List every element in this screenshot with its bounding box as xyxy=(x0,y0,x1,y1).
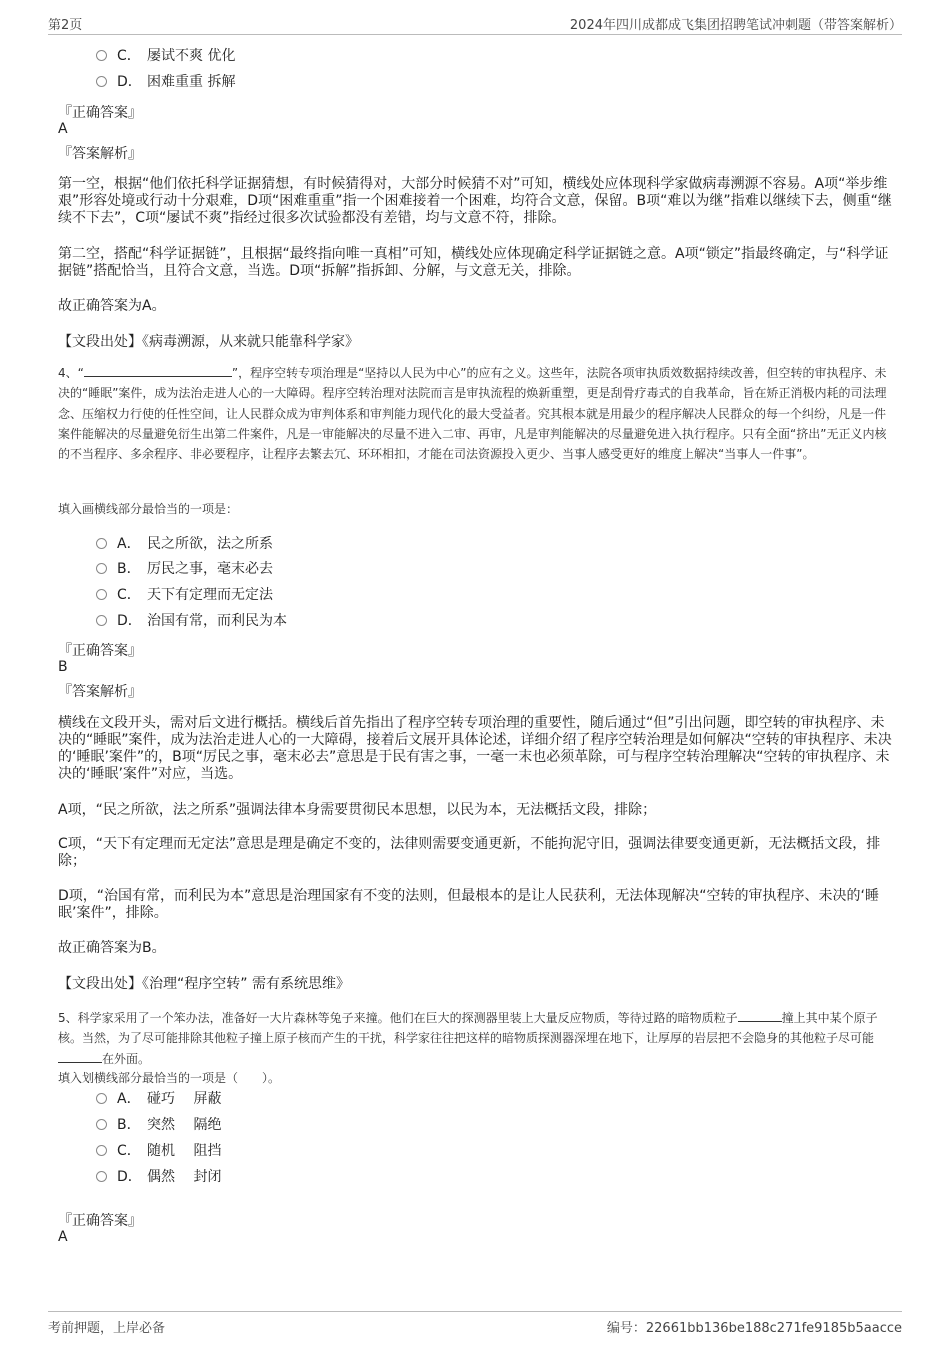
q4-answer: B xyxy=(58,659,68,675)
radio-icon[interactable] xyxy=(96,50,107,61)
radio-icon[interactable] xyxy=(96,1119,107,1130)
q4-analysis-para-a: A项，“民之所欲，法之所系”强调法律本身需要贯彻民本思想，以民为本，无法概括文段，排除； xyxy=(58,802,657,818)
q5-stem: 5、科学家采用了一个笨办法，准备好一大片森林等兔子来撞。他们在巨大的探测器里装上大量反应物质，等待过路的暗物质粒子 撞上其中某个原子核。当然，为了尽可能排除其他粒子撞上原子核而产生的干扰，科学家往往把这样的暗物质探测器深埋在地下，让厚厚的岩层把不会隐身的其他粒子尽可能在外面。 xyxy=(58,1011,878,1066)
radio-icon[interactable] xyxy=(96,538,107,549)
footer-slogan: 考前押题，上岸必备 xyxy=(48,1321,166,1336)
q3-conclusion: 故正确答案为A。 xyxy=(58,298,166,314)
document-title: 2024年四川成都成飞集团招聘笔试冲刺题（带答案解析） xyxy=(569,18,902,33)
q5-option-a[interactable]: A． 碰巧 屏蔽 xyxy=(96,1089,221,1109)
answer-blank xyxy=(58,1050,102,1063)
radio-icon[interactable] xyxy=(96,589,107,600)
q4-prompt: 填入画横线部分最恰当的一项是： xyxy=(58,502,239,516)
q5-answer-label: 『正确答案』 xyxy=(58,1213,142,1229)
q4-analysis-para-1: 横线在文段开头，需对后文进行概括。横线后首先指出了程序空转专项治理的重要性，随后通过“但”引出问题，即空转的审执程序、未决的“睡眠”案件，成为法治走进人心的一大障碍，接着后文展开具体论述，详细介绍了程序空转治理是如何解决“空转的审执程序、未决的‘睡眠’案件”的，B项“厉民之事，毫末必去”意思是于民有害之事，一毫一末也必须革除，可与程序空转治理解决“空转的审执程序、未决的‘睡眠’案件”对应，当选。 xyxy=(58,715,892,782)
q3-answer: A xyxy=(58,121,68,137)
q4-answer-label: 『正确答案』 xyxy=(58,643,142,659)
answer-blank xyxy=(84,364,232,377)
q4-analysis-para-d: D项，“治国有常，而利民为本”意思是治理国家有不变的法则，但最根本的是让人民获利，无法体现解决“空转的审执程序、未决的‘睡眠’案件”，排除。 xyxy=(58,888,879,921)
q3-analysis-label: 『答案解析』 xyxy=(58,146,142,162)
q4-analysis-para-c: C项，“天下有定理而无定法”意思是理是确定不变的，法律则需要变通更新，不能拘泥守旧，强调法律要变通更新，无法概括文段，排除； xyxy=(58,836,881,869)
radio-icon[interactable] xyxy=(96,1093,107,1104)
answer-blank xyxy=(738,1009,782,1022)
q5-prompt: 填入划横线部分最恰当的一项是（ ）。 xyxy=(58,1071,281,1085)
q3-option-c[interactable]: C． 屡试不爽 优化 xyxy=(96,46,235,66)
q4-stem: 4、“ ”，程序空转专项治理是“坚持以人民为中心”的应有之义。这些年，法院各项审执质效数据持续改善，但空转的审执程序、未决的“睡眠”案件，成为法治走进人心的一大障碍。程序空转治理对法院而言是审执流程的焕新重塑，更是刮骨疗毒式的自我革命，旨在矫正消极内耗的司法理念、压缩权力行使的任性空间，让人民群众成为审判体系和审判能力现代化的最大受益者。究其根本就是用最少的程序解决人民群众的每一个纠纷，凡是一件案件能解决的尽量避免衍生出第二件案件，凡是一审能解决的尽量不进入二审、再审，凡是审判能解决的尽量避免进入执行程序。只有全面“挤出”无正义内核的不当程序、多余程序、非必要程序，让程序去繁去冗、环环相扣，才能在司法资源投入更少、当事人感受更好的维度上解决“当事人一件事”。 xyxy=(58,366,887,462)
q3-answer-label: 『正确答案』 xyxy=(58,105,142,121)
q5-option-b[interactable]: B． 突然 隔绝 xyxy=(96,1115,221,1135)
q4-conclusion: 故正确答案为B。 xyxy=(58,940,166,956)
radio-icon[interactable] xyxy=(96,563,107,574)
radio-icon[interactable] xyxy=(96,1145,107,1156)
q5-option-c[interactable]: C． 随机 阻挡 xyxy=(96,1141,221,1161)
q3-analysis-para-2: 第二空，搭配“科学证据链”，且根据“最终指向唯一真相”可知，横线处应体现确定科学证据链之意。A项“锁定”指最终确定，与“科学证据链”搭配恰当，且符合文意，当选。D项“拆解”指拆卸、分解，与文意无关，排除。 xyxy=(58,246,889,279)
q4-source: 【文段出处】《治理“程序空转” 需有系统思维》 xyxy=(58,976,350,992)
q4-option-b[interactable]: B． 厉民之事，毫末必去 xyxy=(96,559,273,579)
page-number: 第2页 xyxy=(48,18,83,33)
q4-option-c[interactable]: C． 天下有定理而无定法 xyxy=(96,585,273,605)
q4-option-a[interactable]: A． 民之所欲，法之所系 xyxy=(96,534,273,554)
q3-analysis-para-1: 第一空，根据“他们依托科学证据猜想，有时候猜得对，大部分时候猜不对”可知，横线处应体现科学家做病毒溯源不容易。A项“举步维艰”形容处境或行动十分艰难，D项“困难重重”指一个困难接着一个困难，均符合文意，保留。B项“难以为继”指难以继续下去，侧重“继续不下去”，C项“屡试不爽”指经过很多次试验都没有差错，均与文意不符，排除。 xyxy=(58,176,892,226)
page-header xyxy=(48,14,902,35)
radio-icon[interactable] xyxy=(96,76,107,87)
radio-icon[interactable] xyxy=(96,1171,107,1182)
q3-source: 【文段出处】《病毒溯源，从来就只能靠科学家》 xyxy=(58,334,359,350)
q4-option-d[interactable]: D． 治国有常，而利民为本 xyxy=(96,611,287,631)
radio-icon[interactable] xyxy=(96,615,107,626)
q5-answer: A xyxy=(58,1229,68,1245)
document-id: 编号：22661bb136be188c271fe9185b5aacce xyxy=(606,1321,902,1336)
q5-option-d[interactable]: D． 偶然 封闭 xyxy=(96,1167,221,1187)
q4-analysis-label: 『答案解析』 xyxy=(58,684,142,700)
page-footer xyxy=(48,1311,902,1336)
q3-option-d[interactable]: D． 困难重重 拆解 xyxy=(96,72,235,92)
